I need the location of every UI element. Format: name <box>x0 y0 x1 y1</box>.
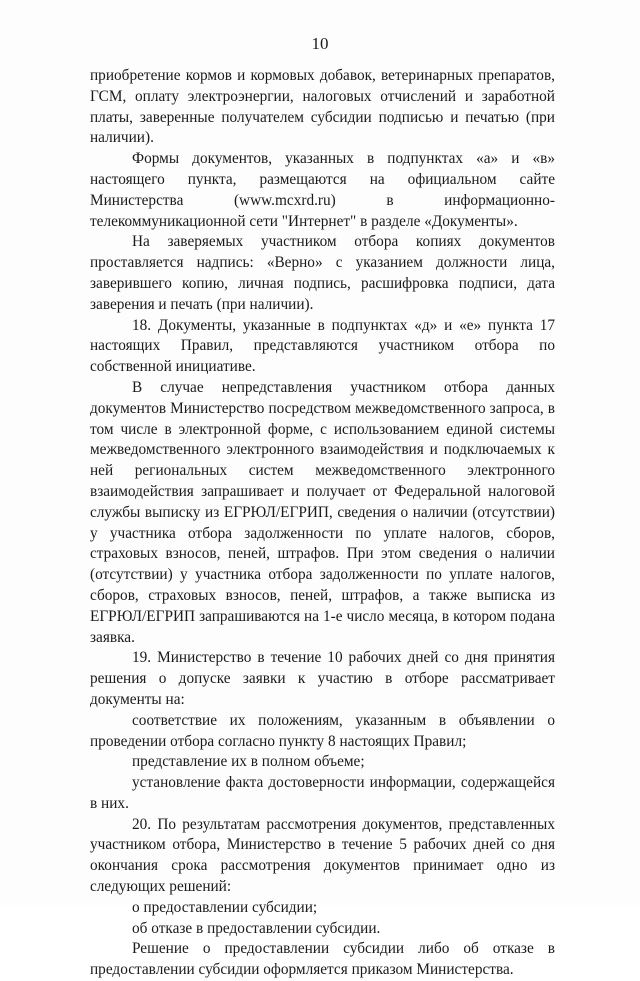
list-item-refusal-decision: об отказе в предоставлении субсидии. <box>132 919 381 937</box>
paragraph-decision-order: Решение о предоставлении субсидии либо об отказе в предоставлении субсидии оформляется приказом Министерства. <box>90 940 555 979</box>
paragraph-certification: На заверяемых участником отбора копиях документов проставляется надпись: «Верно» с указанием должности лица, заверившего копию, личная подпись, расшифровка подписи, дата заверения и печать (при наличии). <box>90 233 555 313</box>
paragraph-interagency-request: В случае непредставления участником отбора данных документов Министерство посредством межведомственного запроса, в том числе в электронной форме, с использованием единой системы межведомственного электронного взаимодействия и подключаемых к ней региональных систем межведомственного электронного взаимодействия запрашивает и получает от Федеральной налоговой службы выписку из ЕГРЮЛ/ЕГРИП, сведения о наличии (отсутствии) у участника отбора задолженности по уплате налогов, сборов, страховых взносов, пеней, штрафов. При этом сведения о наличии (отсутствии) у участника отбора задолженности по уплате налогов, сборов, страховых взносов, пеней, штрафов, а также выписка из ЕГРЮЛ/ЕГРИП запрашиваются на 1-е число месяца, в котором подана заявка. <box>90 378 555 646</box>
paragraph-item-20: 20. По результатам рассмотрения документов, представленных участником отбора, Министерство в течение 5 рабочих дней со дня окончания срока рассмотрения документов принимает одно из следующих решений: <box>90 815 555 896</box>
paragraph-item-19: 19. Министерство в течение 10 рабочих дней со дня принятия решения о допуске заявки к участию в отборе рассматривает документы на: <box>90 649 555 708</box>
paragraph-document-forms: Формы документов, указанных в подпунктах «а» и «в» настоящего пункта, размещаются на официальном сайте Министерства (www.mcxrd.ru) в информационно-телекоммуникационной сети "Интернет" в разделе «Документы». <box>90 150 555 230</box>
document-body <box>90 66 555 981</box>
page-number: 10 <box>311 34 329 53</box>
paragraph-feed-purchase: приобретение кормов и кормовых добавок, ветеринарных препаратов, ГСМ, оплату электроэнергии, налоговых отчислений и заработной платы, заверенные получателем субсидии подписью и печатью (при наличии). <box>90 67 555 147</box>
paragraph-item-18: 18. Документы, указанные в подпунктах «д» и «е» пункта 17 настоящих Правил, представляются участником отбора по собственной инициативе. <box>90 316 555 376</box>
list-item-compliance: соответствие их положениям, указанным в объявлении о проведении отбора согласно пункту 8 настоящих Правил; <box>90 711 555 750</box>
list-item-reliability: установление факта достоверности информации, содержащейся в них. <box>90 774 555 812</box>
list-item-completeness: представление их в полном объеме; <box>132 753 365 771</box>
list-item-grant-decision: о предоставлении субсидии; <box>132 898 318 916</box>
